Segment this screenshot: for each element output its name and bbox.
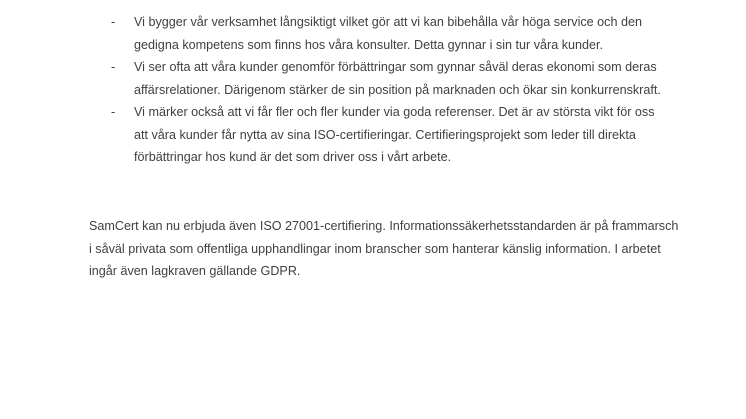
bullet-item xyxy=(0,101,666,169)
bullet-text: Vi ser ofta att våra kunder genomför förbättringar som gynnar såväl deras ekonomi som deras affärsrelationer. Därigenom stärker de sin position på marknaden och ökar sin konkurrenskraft. xyxy=(134,60,661,97)
bullet-marker: - xyxy=(111,15,116,29)
bullet-marker: - xyxy=(111,105,116,119)
bullet-text: Vi märker också att vi får fler och fler kunder via goda referenser. Det är av största vikt för oss att våra kunder får nytta av sina ISO-certifieringar. Certifieringsprojekt som leder till direkta förbättringar hos kund är det som driver oss i vårt arbete. xyxy=(134,105,655,164)
body-paragraph: SamCert kan nu erbjuda även ISO 27001-certifiering. Informationssäkerhetsstandarden är på frammarsch i såväl privata som offentliga upphandlingar inom branscher som hanterar känslig information. I arbetet ingår även lagkraven gällande GDPR. xyxy=(89,219,679,278)
bullet-text: Vi bygger vår verksamhet långsiktigt vilket gör att vi kan bibehålla vår höga service och den gedigna kompetens som finns hos våra konsulter. Detta gynnar i sin tur våra kunder. xyxy=(134,15,642,52)
bullet-marker: - xyxy=(111,60,116,74)
bullet-item xyxy=(0,56,666,101)
bullet-list xyxy=(0,11,746,169)
bullet-item xyxy=(0,11,666,56)
